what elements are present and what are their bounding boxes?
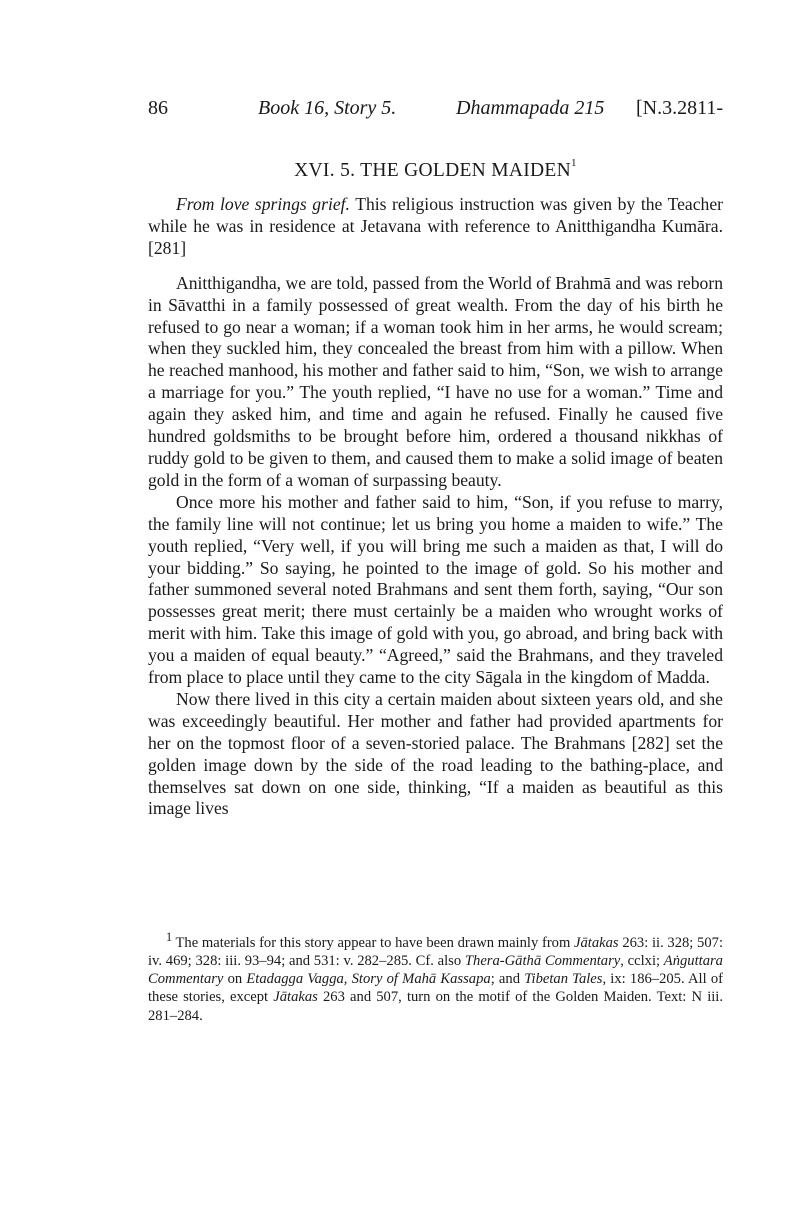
dhammapada-verse-heading: Dhammapada 215: [456, 97, 605, 119]
footnote-text: ; and: [490, 971, 525, 988]
footnote-title: Thera-Gāthā Commentary: [464, 953, 621, 970]
page-number: 86: [148, 97, 168, 119]
footnote-title: Jātakas: [574, 934, 619, 951]
story-title-text: XVI. 5. THE GOLDEN MAIDEN: [294, 160, 572, 181]
footnote-title: Jātakas: [273, 989, 318, 1006]
running-header: [148, 97, 723, 127]
story-title: [148, 157, 723, 182]
paragraph-2: Once more his mother and father said to him, “Son, if you refuse to marry, the family line will not continue; let us bring you home a maiden to wife.” The youth replied, “Very well, if you will bring me such a maiden as that, I will do your bidding.” So saying, he pointed to the image of gold. So his mother and father summoned several noted Brahmans and sent them forth, saying, “Our son possesses great merit; there must certainly be a maiden who wrought works of merit with him. Take this image of gold with you, go abroad, and bring back with you a maiden of equal beauty.” “Agreed,” said the Brahmans, and they traveled from place to place until they came to the city Sāgala in the kingdom of Madda.: [148, 491, 723, 688]
paragraph-3: Now there lived in this city a certain maiden about sixteen years old, and she was exceedingly beautiful. Her mother and father had provided apartments for her on the topmost floor of a seven-storied palace. The Brahmans [282] set the golden image down by the side of the road leading to the bathing-place, and themselves sat down on one side, thinking, “If a maiden as beautiful as this image lives: [148, 688, 723, 819]
footnote-title: Tibetan Tales: [524, 971, 603, 988]
footnote-title: Etadagga Vagga, Story of Mahā Kassapa: [246, 971, 491, 988]
footnote-text: 263: ii. 328; 507: iv. 469; 328: iii. 93–94; and 531: v. 282–285. Cf. also: [148, 934, 723, 970]
book-story-heading: Book 16, Story 5.: [258, 97, 397, 119]
footnote: [148, 928, 723, 1025]
footnote-text: 263 and 507, turn on the motif of the Golden Maiden. Text: N iii. 281–284.: [148, 989, 724, 1024]
intro-verse-lead: From love springs grief.: [176, 194, 350, 214]
intro-paragraph: [148, 194, 723, 260]
text-reference: [N.3.2811-: [635, 97, 723, 119]
footnote-marker: 1: [571, 157, 577, 169]
intro-text: This religious instruction was given by the Teacher while he was in residence at Jetavana with reference to Anitthigandha Kumāra. [281]: [148, 194, 723, 258]
footnote-number: 1: [166, 930, 173, 944]
footnote-text: , ix: 186–205. All of these stories, except: [148, 971, 723, 1006]
footnote-text: The materials for this story appear to have been drawn mainly from: [172, 934, 575, 951]
footnote-title: Aṅguttara Commentary: [148, 953, 723, 988]
footnote-text: , cclxi;: [620, 953, 664, 970]
paragraph-1: Anitthigandha, we are told, passed from the World of Brahmā and was reborn in Sāvatthi in a family possessed of great wealth. From the day of his birth he refused to go near a woman; if a woman took him in her arms, he would scream; when they suckled him, they concealed the breast from him with a pillow. When he reached manhood, his mother and father said to him, “Son, we wish to arrange a marriage for you.” The youth replied, “I have no use for a woman.” Time and again they asked him, and time and again he refused. Finally he caused five hundred goldsmiths to be brought before him, ordered a thousand nikkhas of ruddy gold to be given to them, and caused them to make a solid image of beaten gold in the form of a woman of surpassing beauty.: [148, 272, 723, 490]
footnote-text: on: [223, 971, 247, 988]
story-body: [148, 194, 723, 820]
